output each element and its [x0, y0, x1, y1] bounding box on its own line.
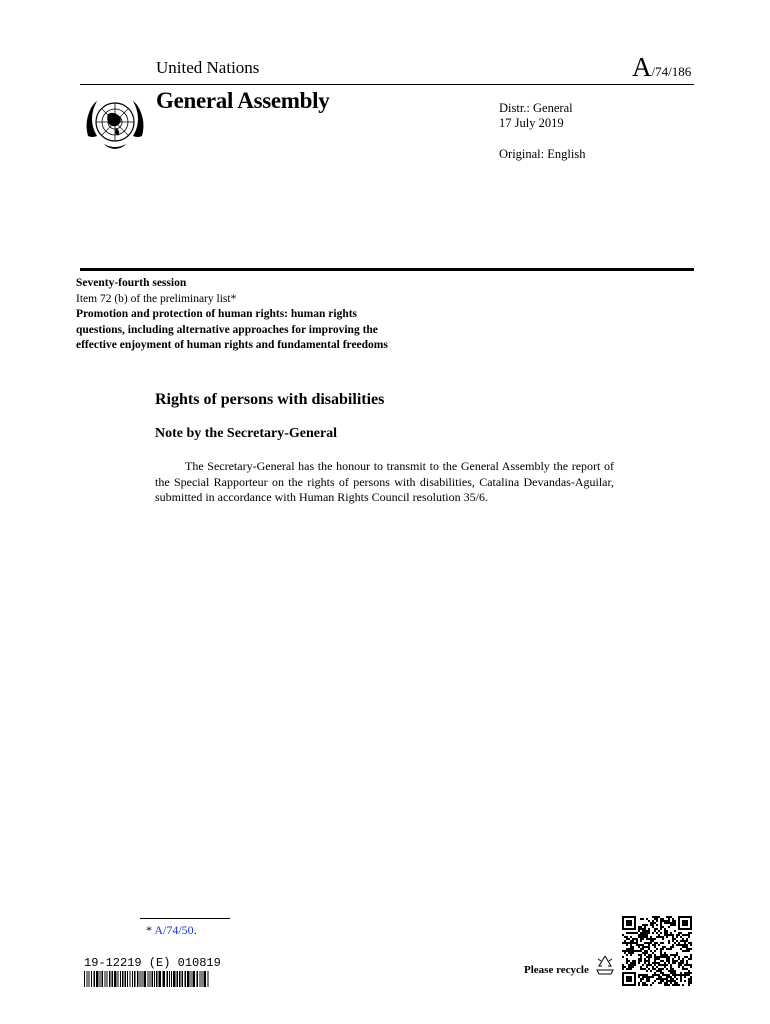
qr-code-icon	[622, 916, 692, 986]
symbol-suffix: /74/186	[651, 64, 692, 79]
footnote-rule	[140, 918, 230, 919]
distribution: Distr.: General	[499, 101, 573, 115]
session-rule	[80, 268, 694, 271]
barcode-icon	[84, 971, 209, 987]
un-emblem-icon	[80, 92, 150, 156]
issue-date: 17 July 2019	[499, 116, 564, 130]
job-number: 19-12219 (E) 010819	[84, 956, 221, 970]
org-name: United Nations	[156, 58, 260, 77]
symbol-prefix: A	[632, 52, 652, 82]
recycle-label: Please recycle	[524, 964, 589, 976]
agenda-item: Item 72 (b) of the preliminary list*	[76, 292, 237, 305]
header-rule	[80, 84, 694, 85]
agenda-block	[76, 276, 406, 354]
body-paragraph: The Secretary-General has the honour to transmit to the General Assembly the report of the Special Rapporteur on the rights of persons with disabilities, Catalina Devandas-Aguilar, submitted in accordance with Human Rights Council resolution 35/6.	[155, 459, 614, 504]
note-title: Note by the Secretary-General	[155, 426, 338, 441]
body-name: General Assembly	[156, 88, 330, 113]
footnote-link[interactable]: A/74/50	[154, 923, 194, 937]
recycle-icon	[592, 953, 618, 979]
distribution-block	[499, 101, 573, 131]
footnote-marker: *	[146, 923, 152, 937]
document-title: Rights of persons with disabilities	[155, 391, 385, 408]
original-language: Original: English	[499, 147, 586, 161]
footnote	[146, 923, 197, 938]
footnote-end: .	[193, 923, 197, 937]
document-symbol	[632, 52, 691, 83]
session-name: Seventy-fourth session	[76, 277, 187, 289]
agenda-topic: Promotion and protection of human rights: human rights questions, including alternative approaches for improving the effective enjoyment of human rights and fundamental freedoms	[76, 308, 388, 351]
